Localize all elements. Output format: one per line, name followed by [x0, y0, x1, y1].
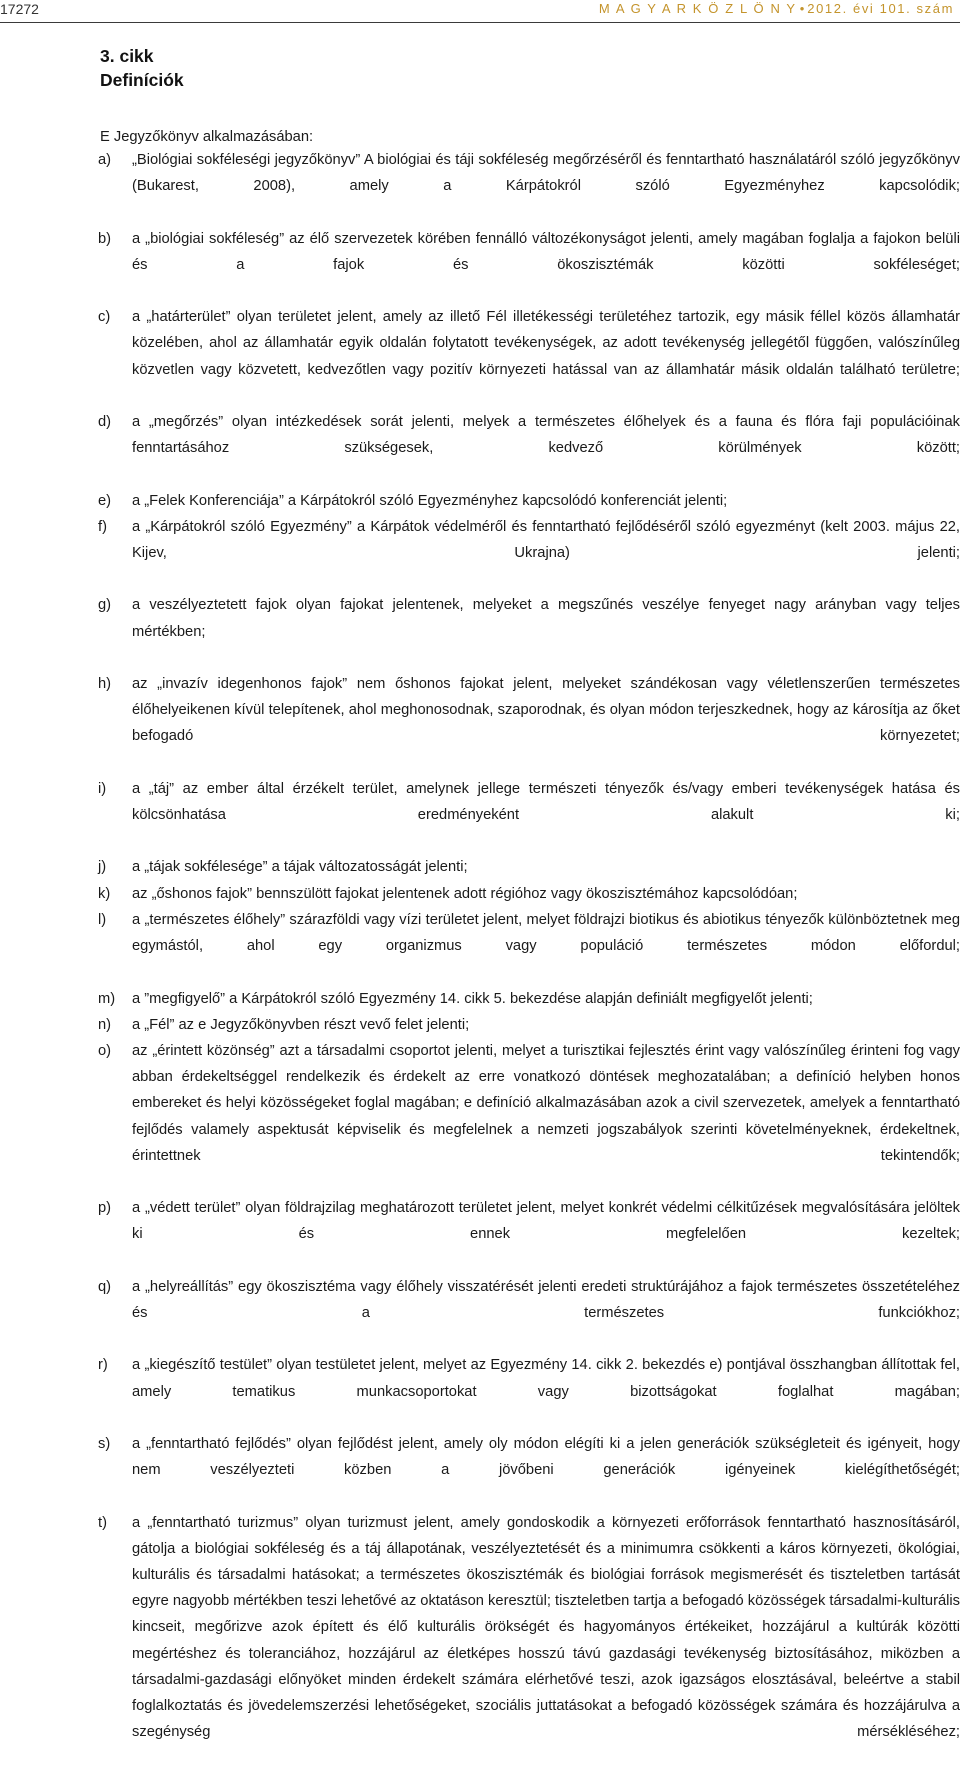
- article-number: 3. cikk: [100, 46, 154, 66]
- issue-number: 2012. évi 101. szám: [807, 1, 954, 16]
- page-number: 17272: [0, 1, 39, 17]
- definition-marker: o): [98, 1042, 112, 1059]
- definition-marker: j): [98, 859, 107, 876]
- definition-marker: f): [98, 518, 107, 535]
- article-heading: [100, 44, 184, 92]
- definition-marker: e): [98, 492, 112, 509]
- definition-text: a ”megfigyelő” a Kárpátokról szóló Egyezmény 14. cikk 5. bekezdése alapján definiált megfigyelőt jelenti;: [132, 990, 813, 1007]
- journal-title: M A G Y A R K Ö Z L Ö N Y: [598, 1, 797, 16]
- separator-dot: •: [799, 1, 805, 16]
- definition-text: a „Kárpátokról szóló Egyezmény” a Kárpátok védelméről és fenntartható fejlődéséről szóló egyezményt (kelt 2003. május 22, Kijev, Ukrajna) jelenti;: [132, 518, 960, 562]
- definition-text: a „védett terület” olyan földrajzilag meghatározott területet jelent, melyet konkrét védelmi célkitűzések megvalósítására jelöltek ki és ennek megfelelően kezeltek;: [132, 1200, 960, 1243]
- definition-text: a „Felek Konferenciája” a Kárpátokról szóló Egyezményhez kapcsolódó konferenciát jelenti;: [132, 492, 728, 509]
- definition-item: [98, 1510, 960, 1772]
- definition-item: [98, 1431, 960, 1510]
- definition-marker: r): [98, 1357, 108, 1374]
- definition-item: [98, 671, 960, 776]
- definition-item: [98, 1012, 960, 1038]
- definition-text: az „érintett közönség” azt a társadalmi csoportot jelenti, melyet a turisztikai fejlesztés érint vagy valószínűleg érinteni fog vagy abban érdekeltséggel rendelkezik és érdekelt az erre vonatkozó döntések meghozatalában; a definíció helyben honos embereket és helyi közösségeket foglal magában; e definíció alkalmazásában azok a civil szervezetek, amelyek a fenntartható fejlődés valamely aspektusát képviselik és megfelelnek a nemzeti jogszabályok szerinti követelményeknek, érdekeltnek, érintettnek tekintendők;: [132, 1042, 960, 1164]
- definition-marker: i): [98, 780, 107, 797]
- definition-text: az „invazív idegenhonos fajok” nem őshonos fajokat jelent, melyeket szándékosan vagy véletlenszerűen természetes élőhelyeikenen kívül telepítenek, ahol meghonosodnak, szaporodnak, és olyan módon terjeszkednek, hogy az károsítja az őket befogadó környezetet;: [132, 676, 960, 745]
- definition-text: „Biológiai sokféleségi jegyzőkönyv” A biológiai és táji sokféleség megőrzéséről és fenntartható használatáról szóló jegyzőkönyv (Bukarest, 2008), amely a Kárpátokról szóló Egyezményhez kapcsolódik;: [132, 152, 960, 195]
- definition-item: [98, 488, 960, 514]
- definition-marker: h): [98, 676, 112, 693]
- definition-text: a „természetes élőhely” szárazföldi vagy vízi területet jelent, melyet földrajzi biotikus és abiotikus tényezők különböztetnek meg egymástól, ahol egy organizmus vagy populáció természetes módon előfordul;: [132, 911, 960, 955]
- definition-item: [98, 776, 960, 855]
- definition-item: [98, 226, 960, 305]
- definition-item: [98, 147, 960, 226]
- definition-text: a „Fél” az e Jegyzőkönyvben részt vevő felet jelenti;: [132, 1016, 470, 1033]
- definition-item: [98, 304, 960, 409]
- definition-marker: a): [98, 152, 112, 168]
- definition-text: a „fenntartható turizmus” olyan turizmust jelent, amely gondoskodik a környezeti erőforrások fenntartható hasznosításáról, gátolja a biológiai sokféleség és a táj állapotának, veszélyeztetését és a minimumra csökkenti a káros környezeti, ökológiai, kulturális és társadalmi hatásokat; a természetes ökoszisztémák és biológiai források megismerését és tiszteletben tartását egyre nagyobb mértékben teszi lehetővé az oktatáson keresztül; tiszteletben tartja a befogadó közösségek társadalmi-kulturális kincseit, megőrizve azok épített és élő kulturális örökségét és hagyományos értékeiket, hozzájárul a kultúrák közötti megértéshez és toleranciához, hozzájárul az életképes hosszú távú gazdasági tevékenység biztosításához, miközben a társadalmi-gazdasági előnyöket minden érdekelt számára elérhetővé teszi, azok igazságos elosztásával, beleértve a stabil foglalkoztatás és jövedelemszerzési lehetőségeket, szociális juttatásokat a befogadó közösségek számára és hozzájárulva a szegénység mérsékléséhez;: [132, 1514, 960, 1741]
- definition-item: [98, 514, 960, 593]
- definition-text: a veszélyeztetett fajok olyan fajokat jelentenek, melyeket a megszűnés veszélye fenyeget nagy arányban vagy teljes mértékben;: [132, 597, 960, 640]
- definition-text: a „kiegészítő testület” olyan testületet jelent, melyet az Egyezmény 14. cikk 2. bekezdés e) pontjával összhangban állítottak fel, amely tematikus munkacsoportokat vagy bizottságokat foglalhat magában;: [132, 1357, 960, 1400]
- definition-marker: m): [98, 990, 116, 1007]
- page-header: [0, 0, 960, 23]
- definition-item: [98, 1352, 960, 1431]
- intro-text: E Jegyzőkönyv alkalmazásában:: [100, 129, 314, 145]
- definition-list: [98, 147, 960, 1772]
- definition-text: a „biológiai sokféleség” az élő szervezetek körében fennálló változékonyságot jelenti, amely magában foglalja a fajokon belüli és a fajok és ökoszisztémák közötti sokféleséget;: [132, 230, 960, 273]
- definition-item: [98, 986, 960, 1012]
- definition-marker: c): [98, 309, 111, 326]
- definition-item: [98, 1195, 960, 1274]
- definition-text: az „őshonos fajok” bennszülött fajokat jelentenek adott régióhoz vagy ökoszisztémához kapcsolódóan;: [132, 885, 798, 902]
- definition-item: [98, 854, 960, 880]
- definition-text: a „táj” az ember által érzékelt terület, amelynek jellege természeti tényezők és/vagy emberi tevékenységek hatása és kölcsönhatása eredményeként alakult ki;: [132, 780, 960, 824]
- definition-marker: d): [98, 414, 112, 431]
- definition-marker: l): [98, 911, 107, 928]
- definition-item: [98, 1274, 960, 1353]
- definition-item: [98, 592, 960, 671]
- definition-text: a „tájak sokfélesége” a tájak változatosságát jelenti;: [132, 859, 468, 876]
- running-head: [599, 1, 954, 16]
- definition-text: a „helyreállítás” egy ökoszisztéma vagy élőhely visszatérését jelenti eredeti struktúrájához a fajok természetes összetételéhez és a természetes funkciókhoz;: [132, 1278, 960, 1321]
- definition-text: a „határterület” olyan területet jelent, amely az illető Fél illetékességi területéhez tartozik, egy másik féllel közös államhatár közelében, ahol az államhatár egyik oldalán folytatott tevékenységek, az adott tevékenység jellegétől függően, valószínűleg közvetlen vagy közvetett, kedvezőtlen vagy pozitív környezeti hatással van az államhatár másik oldalán található területre;: [132, 309, 960, 378]
- definition-marker: n): [98, 1016, 112, 1033]
- definition-marker: q): [98, 1278, 112, 1295]
- definition-marker: k): [98, 885, 111, 902]
- definition-text: a „megőrzés” olyan intézkedések sorát jelenti, melyek a természetes élőhelyek és a fauna és flóra faji populációinak fenntartásához szükségesek, kedvező körülmények között;: [132, 414, 960, 457]
- definition-marker: s): [98, 1435, 111, 1452]
- definition-text: a „fenntartható fejlődés” olyan fejlődést jelent, amely oly módon elégíti ki a jelen generációk szükségleteit és igényeit, hogy nem veszélyezteti közben a jövőbeni generációk igényeinek kielégíthetőségét;: [132, 1435, 960, 1479]
- definition-item: [98, 907, 960, 986]
- definition-item: [98, 409, 960, 488]
- definition-item: [98, 881, 960, 907]
- article-title: Definíciók: [100, 70, 184, 90]
- definition-item: [98, 1038, 960, 1195]
- definition-marker: p): [98, 1200, 112, 1217]
- definition-marker: t): [98, 1514, 107, 1531]
- definition-marker: b): [98, 230, 112, 247]
- definition-marker: g): [98, 597, 112, 614]
